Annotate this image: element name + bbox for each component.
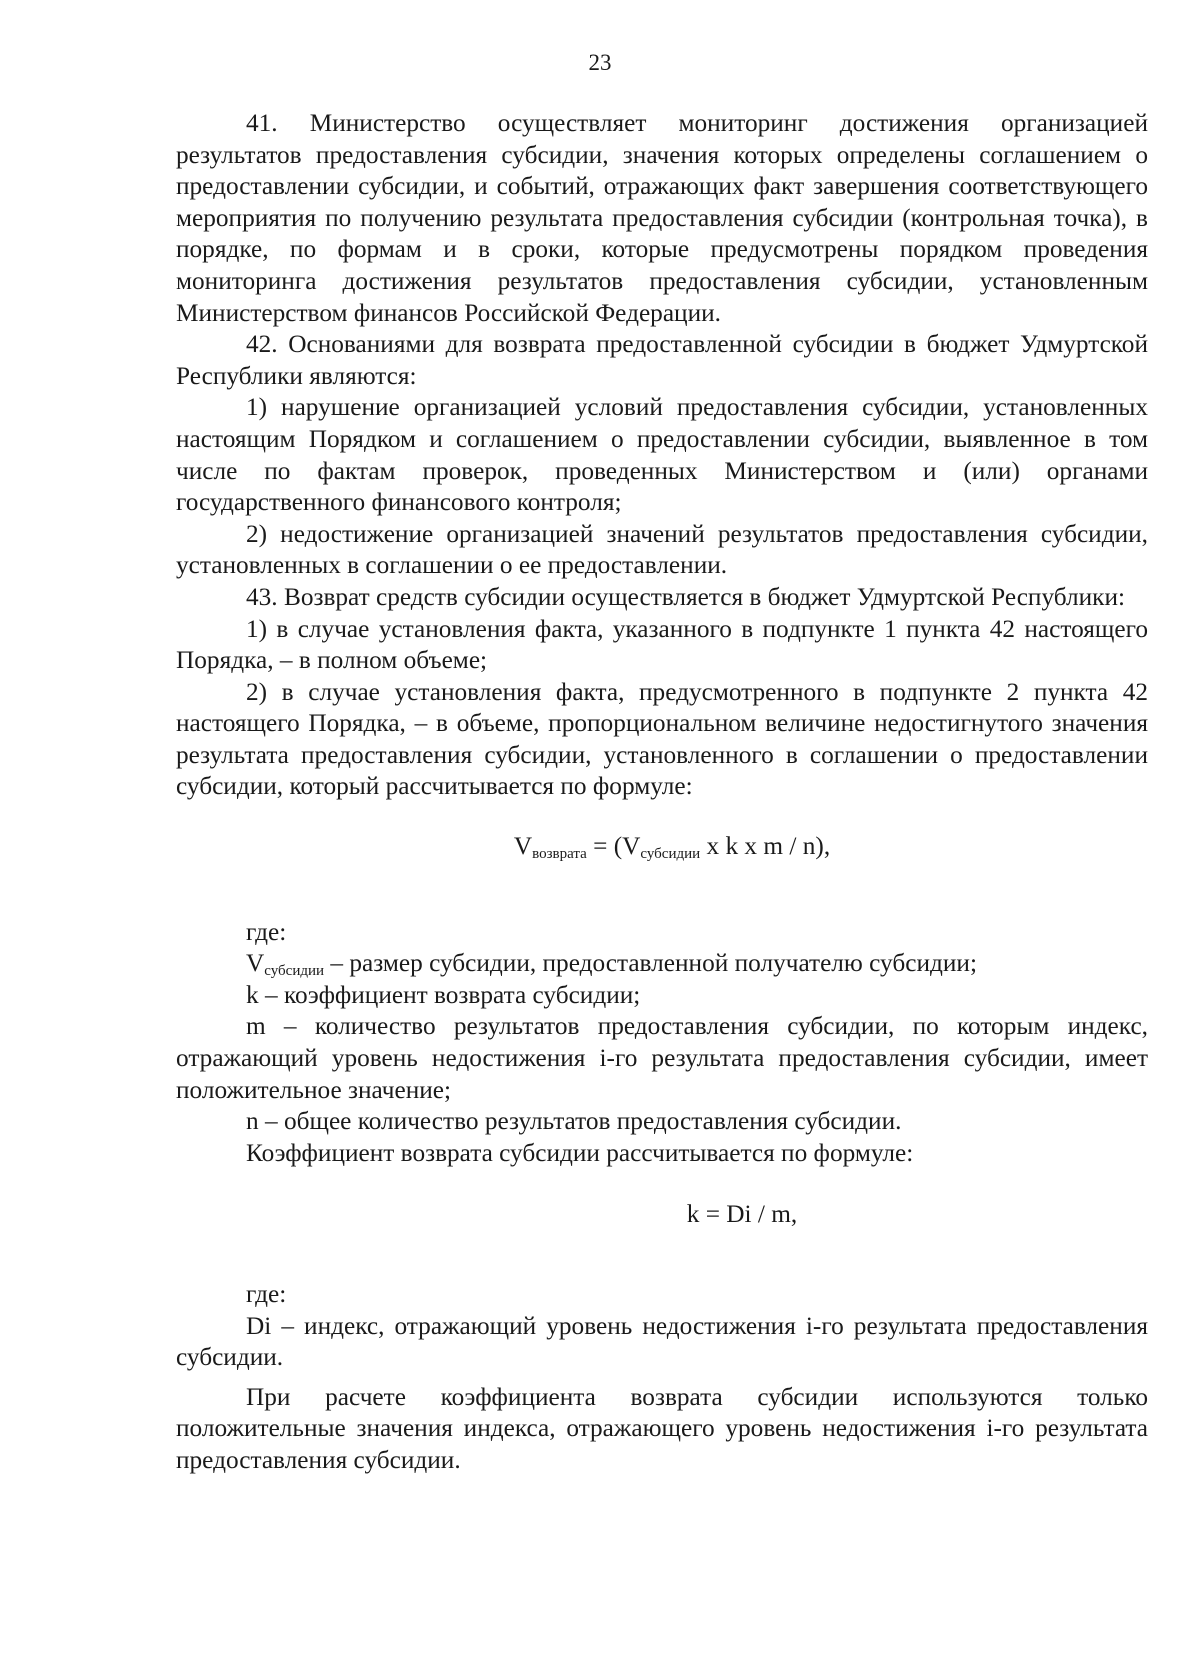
formula-eq-open: = (V: [586, 832, 641, 861]
paragraph-43: 43. Возврат средств субсидии осуществляется в бюджет Удмуртской Республики:: [246, 582, 1126, 611]
formula-k: k = Di / m,: [686, 1200, 798, 1229]
paragraph-42: 42. Основаниями для возврата предоставленной субсидии в бюджет Удмуртской Республики являются:: [176, 330, 1148, 390]
paragraph-41: 41. Министерство осуществляет мониторинг достижения организацией результатов предоставления субсидии, значения которых определены соглашением о предоставлении субсидии, и событий, отражающих факт завершения соответствующего мероприятия по получению результата предоставления субсидии (контрольная точка), в порядке, по формам и в сроки, которые предусмотрены порядком проведения мониторинга достижения результатов предоставления субсидии, установленным Министерством финансов Российской Федерации.: [176, 109, 1148, 327]
definition-m: m – количество результатов предоставления субсидии, по которым индекс, отражающий уровень недостижения i-го результата предоставления субсидии, имеет положительное значение;: [176, 1012, 1148, 1104]
spacer: [176, 1374, 1148, 1382]
k-formula-intro: Коэффициент возврата субсидии рассчитывается по формуле:: [246, 1138, 914, 1167]
paragraph-43-item-1: 1) в случае установления факта, указанного в подпункте 1 пункта 42 настоящего Порядка, – в полном объеме;: [176, 614, 1148, 675]
formula-v: V: [513, 832, 533, 861]
page-number: 23: [588, 50, 612, 75]
paragraph-final: При расчете коэффициента возврата субсидии используются только положительные значения индекса, отражающего уровень недостижения i-го результата предоставления субсидии.: [176, 1382, 1148, 1474]
where-label-1: где:: [246, 917, 287, 946]
definition-v-subsidy: [176, 948, 1148, 980]
paragraph-42-item-1: 1) нарушение организацией условий предоставления субсидии, установленных настоящим Порядком и соглашением о предоставлении субсидии, выявленное в том числе по фактам проверок, проведенных Министерством и (или) органами государственного финансового контроля;: [176, 393, 1148, 517]
paragraph-43-item-2: 2) в случае установления факта, предусмотренного в подпункте 2 пункта 42 настоящего Порядка, – в объеме, пропорциональном величине недостигнутого значения результата предоставления субсидии, установленного в соглашении о предоставлении субсидии, который рассчитывается по формуле:: [176, 677, 1148, 801]
paragraph-42-item-2: 2) недостижение организацией значений результатов предоставления субсидии, установленных в соглашении о ее предоставлении.: [176, 519, 1148, 580]
document-body: [176, 108, 1148, 1477]
formula-sub-subsidy: субсидии: [640, 846, 701, 863]
definition-k: k – коэффициент возврата субсидии;: [246, 980, 641, 1009]
definition-di: Di – индекс, отражающий уровень недостижения i-го результата предоставления субсидии.: [176, 1311, 1148, 1372]
formula-return-volume: [176, 831, 1148, 863]
symbol-v-sub: субсидии: [264, 963, 325, 980]
definition-n: n – общее количество результатов предоставления субсидии.: [246, 1107, 902, 1136]
definition-v-subsidy-text: – размер субсидии, предоставленной получателю субсидии;: [324, 949, 977, 978]
where-label-2: где:: [246, 1280, 287, 1308]
formula-sub-return: возврата: [532, 846, 587, 863]
formula-tail: х k х m / n),: [700, 832, 831, 861]
symbol-v: V: [246, 949, 265, 978]
